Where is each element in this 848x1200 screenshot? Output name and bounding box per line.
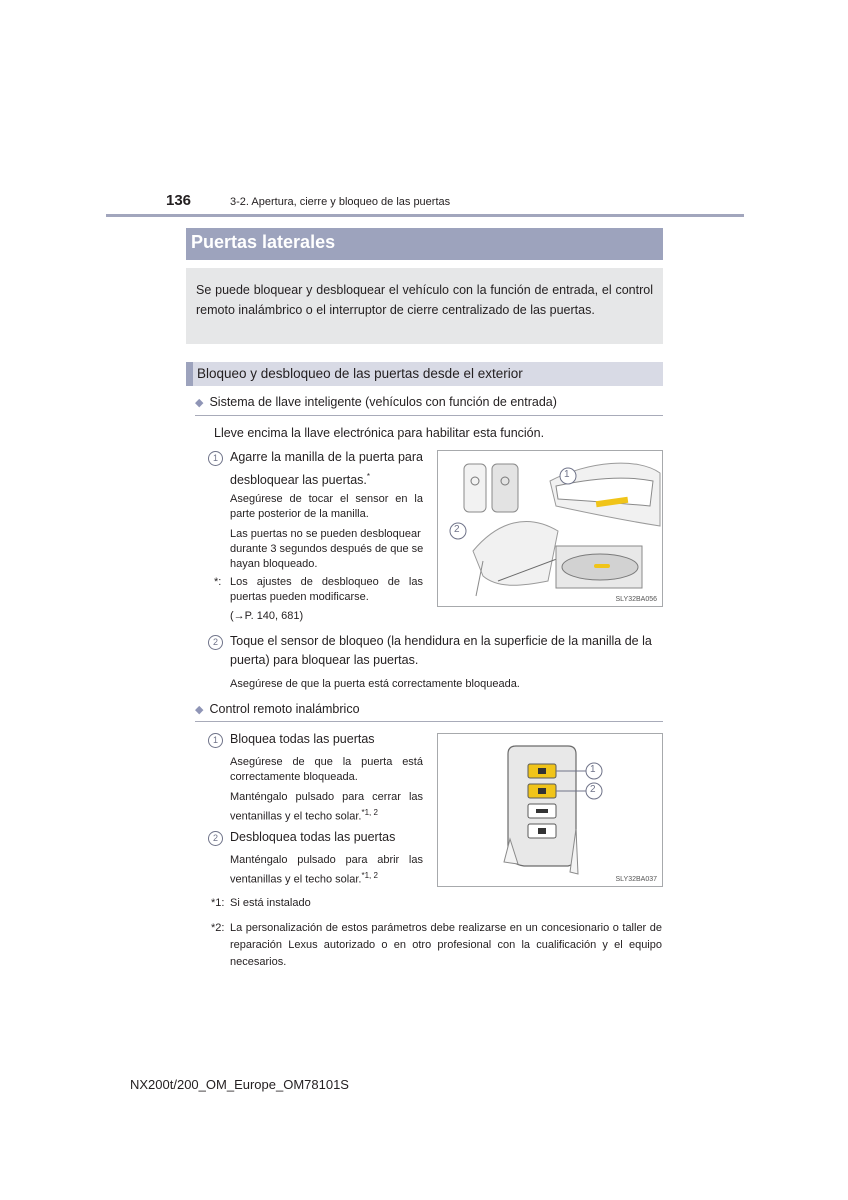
asterisk-note: Los ajustes de desbloqueo de las puertas pueden modificarse. bbox=[230, 576, 423, 603]
smart-key-rule bbox=[195, 415, 663, 416]
smart-key-title: Sistema de llave inteligente (vehículos con función de entrada) bbox=[209, 395, 557, 409]
remote-step-number-1: 1 bbox=[208, 733, 223, 748]
step-number-2: 2 bbox=[208, 635, 223, 650]
lock-sensor-closeup bbox=[556, 546, 642, 588]
unlock-button bbox=[528, 784, 556, 798]
callout-2: 2 bbox=[454, 524, 460, 535]
figure-code: SLY32BA037 bbox=[615, 876, 657, 883]
trunk-button bbox=[528, 804, 556, 818]
lock-button bbox=[528, 764, 556, 778]
panic-button bbox=[528, 824, 556, 838]
remote-step1-note2 bbox=[230, 790, 423, 825]
remote-rule bbox=[195, 721, 663, 722]
door-handle-illustration bbox=[438, 451, 662, 606]
intro-text: Se puede bloquear y desbloquear el vehículo con la función de entrada, el control remoto inalámbrico o el interruptor de cierre centralizado de las puertas. bbox=[196, 283, 653, 317]
header-rule bbox=[106, 214, 744, 217]
smart-key-step1-text: Agarre la manilla de la puerta para desbloquear las puertas. bbox=[230, 450, 423, 488]
diamond-bullet-icon: ◆ bbox=[195, 397, 204, 409]
section-title-bar bbox=[186, 228, 663, 260]
smart-key-step2-note: Asegúrese de que la puerta está correctamente bloqueada. bbox=[230, 678, 520, 690]
step-number-1: 1 bbox=[208, 451, 223, 466]
asterisk-ref: (→P. 140, 681) bbox=[230, 610, 304, 622]
remote-illustration bbox=[438, 734, 662, 886]
subsection-title: Bloqueo y desbloqueo de las puertas desde el exterior bbox=[197, 366, 523, 381]
smart-key-step1-mark: * bbox=[366, 472, 371, 481]
remote-step2: Desbloquea todas las puertas bbox=[230, 830, 396, 844]
figure-code: SLY32BA056 bbox=[615, 596, 657, 603]
smart-key-step1-note1: Asegúrese de tocar el sensor en la parte posterior de la manilla. bbox=[230, 493, 423, 520]
section-title: Puertas laterales bbox=[191, 232, 336, 252]
footnote-1-text: Si está instalado bbox=[230, 897, 311, 909]
callout-1: 1 bbox=[564, 469, 570, 480]
smart-key-icon bbox=[464, 464, 518, 512]
remote-title: Control remoto inalámbrico bbox=[209, 702, 360, 716]
remote-step2-note-text: Manténgalo pulsado para abrir las ventanillas y el techo solar. bbox=[230, 854, 423, 886]
asterisk-label: *: bbox=[214, 576, 222, 588]
remote-step-number-2: 2 bbox=[208, 831, 223, 846]
remote-step2-sup: *1, 2 bbox=[361, 871, 378, 880]
remote-step1-sup: *1, 2 bbox=[361, 808, 378, 817]
remote-step2-note bbox=[230, 853, 423, 888]
remote-step1-note1: Asegúrese de que la puerta está correctamente bloqueada. bbox=[230, 756, 423, 783]
callout-2: 2 bbox=[590, 784, 596, 795]
footnote-2-text: La personalización de estos parámetros debe realizarse en un concesionario o taller de reparación Lexus autorizado o en otro profesional con la cualificación y el equipo necesarios. bbox=[230, 922, 662, 968]
door-handle-figure bbox=[437, 450, 663, 607]
footnote-2-label: *2: bbox=[211, 922, 225, 934]
running-head: 3-2. Apertura, cierre y bloqueo de las puertas bbox=[230, 196, 451, 208]
intro-box bbox=[186, 268, 663, 344]
footnote-1-label: *1: bbox=[211, 897, 225, 909]
remote-heading bbox=[195, 702, 360, 716]
remote-figure bbox=[437, 733, 663, 887]
smart-key-step2: Toque el sensor de bloqueo (la hendidura en la superficie de la manilla de la puerta) para bloquear las puertas. bbox=[230, 634, 652, 667]
smart-key-heading bbox=[195, 395, 557, 409]
smart-key-step1 bbox=[230, 448, 423, 490]
callout-1: 1 bbox=[590, 764, 596, 775]
diamond-bullet-icon: ◆ bbox=[195, 704, 204, 716]
smart-key-lead: Lleve encima la llave electrónica para habilitar esta función. bbox=[214, 426, 545, 440]
subsection-title-bar bbox=[186, 362, 663, 386]
remote-step1: Bloquea todas las puertas bbox=[230, 732, 375, 746]
page-number: 136 bbox=[166, 192, 192, 209]
smart-key-step1-note2: Las puertas no se pueden desbloquear durante 3 segundos después de que se hayan bloqueado. bbox=[230, 528, 424, 570]
remote-step1-note2-text: Manténgalo pulsado para cerrar las ventanillas y el techo solar. bbox=[230, 791, 423, 823]
doc-code: NX200t/200_OM_Europe_OM78101S bbox=[130, 1077, 349, 1092]
